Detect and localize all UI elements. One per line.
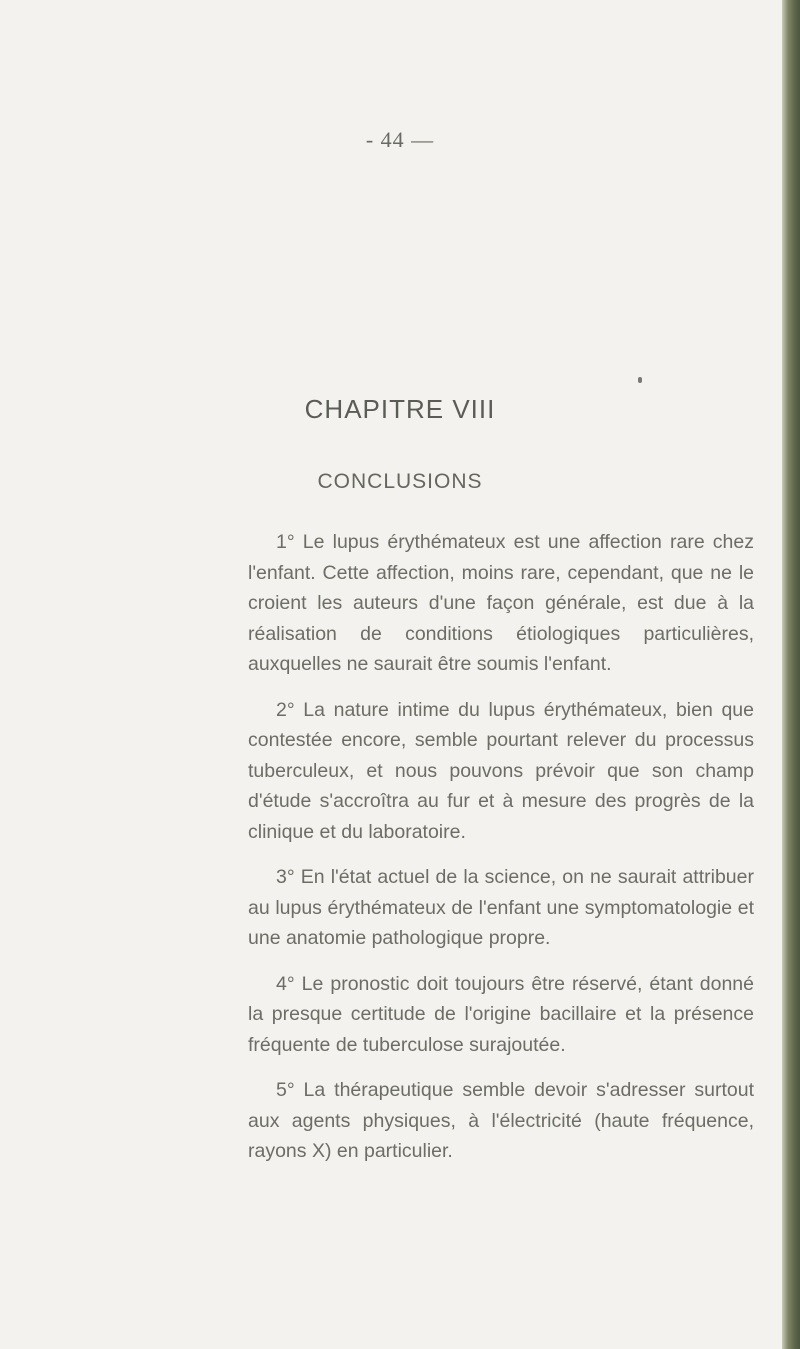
conclusion-paragraph-2: 2° La nature intime du lupus érythémateux, bien que contestée encore, semble pourtant relever du processus tuberculeux, et nous pouvons prévoir que son champ d'étude s'accroîtra au fur et à mesure des progrès de la clinique et du laboratoire. [248,698,754,843]
conclusion-paragraph-3: 3° En l'état actuel de la science, on ne saurait attribuer au lupus érythémateux de l'enfant une symptomatologie et une anatomie pathologique propre. [248,866,754,949]
conclusions-body [248,527,754,1182]
chapter-title: CHAPITRE VIII [304,394,496,424]
conclusion-paragraph-4: 4° Le pronostic doit toujours être réservé, étant donné la presque certitude de l'origine bacillaire et la présence fréquente de tuberculose surajoutée. [248,972,754,1056]
page-edge-shadow [782,0,800,1349]
conclusion-paragraph-5: 5° La thérapeutique semble devoir s'adresser surtout aux agents physiques, à l'électricité (haute fréquence, rayons X) en particulier. [248,1079,754,1162]
conclusion-paragraph-1: 1° Le lupus érythémateux est une affection rare chez l'enfant. Cette affection, moins rare, cependant, que ne le croient les auteurs d'une façon générale, est due à la réalisation de conditions étiologiques particulières, auxquelles ne saurait être soumis l'enfant. [248,531,754,675]
ink-speck [638,377,642,383]
page-number: - 44 — [365,127,435,152]
section-title: CONCLUSIONS [317,470,483,493]
